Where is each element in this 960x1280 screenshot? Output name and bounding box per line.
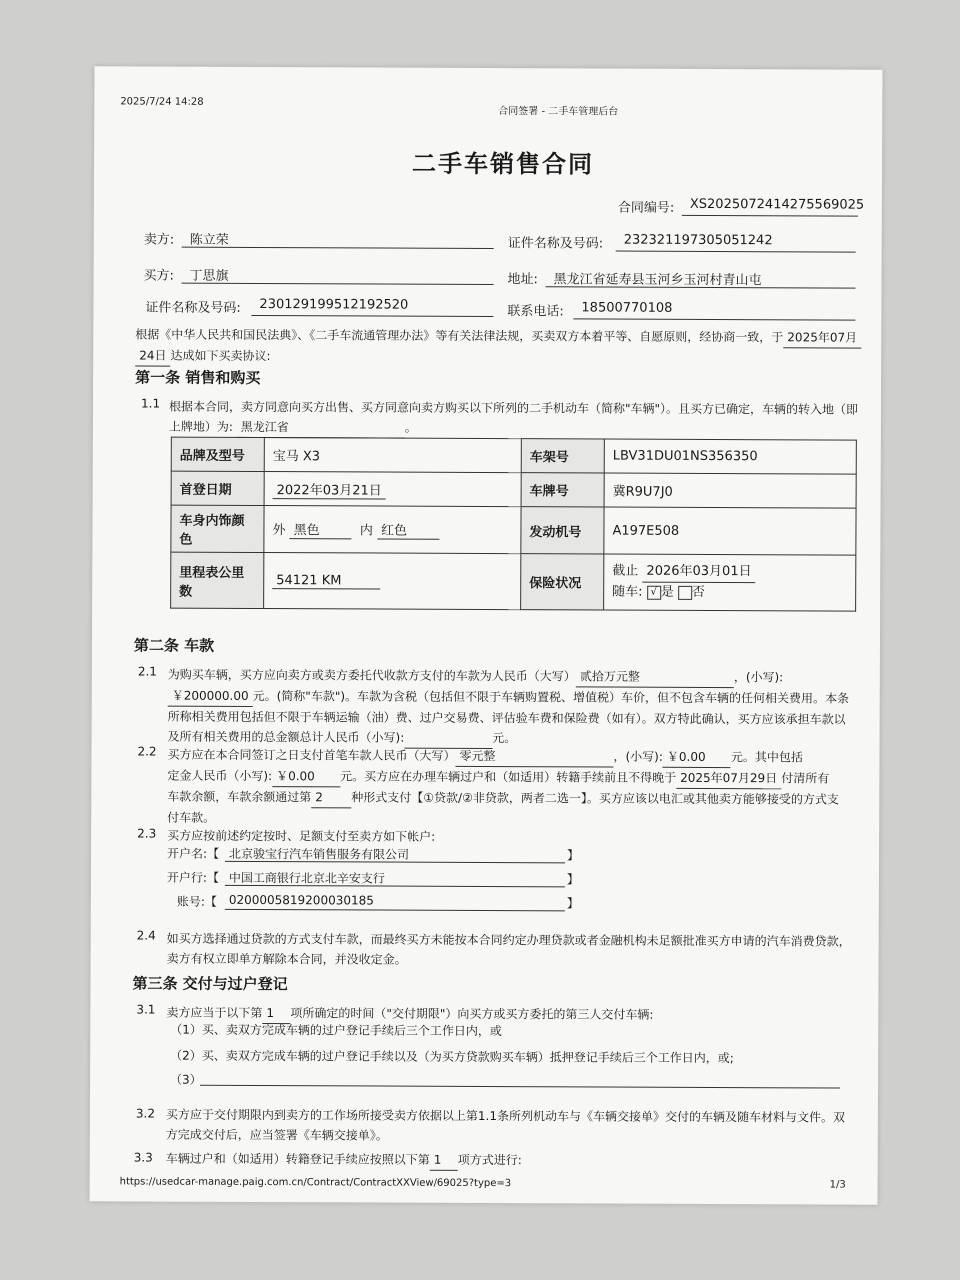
- insurance-yes-checkbox: √: [647, 585, 661, 599]
- account-name-label: 开户名:【: [167, 846, 220, 861]
- phone-label: 联系电话:: [507, 304, 564, 320]
- clause-2-4-text: 如买方选择通过贷款的方式支付车款，而最终买方未能按本合同约定办理贷款或者金融机构未足额批准买方申请的汽车消费贷款， 卖方有权立即单方解除本合同，并没收定金。: [166, 931, 851, 967]
- clause-1-1-text: 根据本合同，卖方同意向买方出售、买方同意向卖方购买以下所列的二手机动车（简称"车辆"）。且买方已确定，车辆的转入地（即 上牌地）为: 黑龙江省 。: [169, 397, 869, 441]
- buyer-label: 买方:: [143, 268, 174, 284]
- section2-title: 第二条 车款: [133, 636, 215, 655]
- clause-3-3-text: 车辆过户和（如适用）转籍登记手续应按照以下第 1 项方式进行:: [166, 1149, 866, 1173]
- bank-label: 开户行:【: [166, 870, 220, 885]
- seller-label: 卖方:: [143, 232, 175, 248]
- account-no-label: 账号:【: [176, 894, 217, 909]
- contract-title: 二手车销售合同: [411, 149, 595, 179]
- section1-title: 第一条 销售和购买: [135, 368, 261, 388]
- print-page-title: 合同签署 - 二手车管理后台: [498, 106, 619, 118]
- bank-name: 中国工商银行北京北辛安支行: [228, 870, 385, 886]
- clause-2-2-text: 买方应在本合同签订之日支付首笔车款人民币（大写） 零元整 ，(小写): ￥0.00 元。其中包括 定金人民币（小写): ￥0.00 元。买方应在办理车辆过户和（如适用）转籍手续前且不得晚于 2025年07月29日 付清所有 车款余额，车款余额通过第 2 种形式支付【①贷款/②非贷款，两者二选一】。买方应该以电汇或其他卖方能够接受的方式支 付车款。: [167, 747, 839, 825]
- delivery-option-1: （1）买、卖双方完成车辆的过户登记手续后三个工作日内，或: [170, 1022, 502, 1039]
- contract-no: XS2025072414275569025: [689, 196, 865, 213]
- clause-2-3-text: 买方应按前述约定按时、足额支付至卖方如下帐户:: [167, 828, 436, 844]
- clause-2-1-text: 为购买车辆，买方应向卖方或卖方委托代收款方支付的车款为人民币（大写） 贰拾万元整 ，(小写): ￥200000.00 元。(简称"车款")。车款为含税（包括但不限于车辆购置税、增值税）车价，但不包含车辆的任何相关费用。本条 所称相关费用包括但不限于车辆运输（油）费、过户交易费、评估验车费和保险费（如有）。双方特此确认，买方应该承担车款以 及所有相关费用的总金额总计人民币（小写): 元。: [168, 665, 868, 751]
- intro-paragraph: 根据《中华人民共和国民法典》、《二手车流通管理办法》等有关法律法规，买卖双方本着平等、自愿原则，经协商一致，于 2025年07月 24日 达成如下买卖协议:: [135, 324, 865, 369]
- bracket-close-3: 】: [566, 896, 579, 911]
- footer-page: 1/3: [829, 1179, 846, 1191]
- contract-paper: [90, 66, 883, 1204]
- print-datetime: 2025/7/24 14:28: [120, 96, 204, 108]
- seller-id: 232321197305051242: [623, 232, 773, 249]
- insurance-no-checkbox: [678, 585, 692, 599]
- clause-2-1-num: 2.1: [137, 664, 157, 679]
- clause-2-2-num: 2.2: [137, 744, 157, 759]
- clause-1-1-num: 1.1: [140, 396, 161, 411]
- clause-2-4-num: 2.4: [136, 928, 156, 943]
- bracket-close-2: 】: [566, 872, 579, 887]
- delivery-option-3: （3）: [170, 1072, 202, 1087]
- account-no: 0200005819200030185: [228, 892, 374, 908]
- buyer-id-label: 证件名称及号码:: [145, 300, 241, 316]
- section3-title: 第三条 交付与过户登记: [132, 974, 288, 994]
- seller-name: 陈立荣: [189, 232, 229, 248]
- seller-id-label: 证件名称及号码:: [507, 236, 604, 252]
- clause-3-2-text: 买方应于交付期限内到卖方的工作场所接受卖方依据以上第1.1条所列机动车与《车辆交接单》交付的车辆及随车材料与文件。双 方完成交付后，应当签署《车辆交接单》。: [165, 1107, 846, 1143]
- delivery-option-2: （2）买、卖双方完成车辆的过户登记手续以及（为买方贷款购买车辆）抵押登记手续后三个工作日内，或;: [170, 1048, 734, 1066]
- clause-3-1-num: 3.1: [136, 1002, 156, 1017]
- buyer-id: 230129199512192520: [259, 297, 409, 313]
- contract-no-label: 合同编号:: [617, 200, 675, 216]
- buyer-name: 丁思旗: [189, 268, 229, 284]
- address: 黑龙江省延寿县玉河乡玉河村青山屯: [553, 272, 762, 289]
- clause-3-3-num: 3.3: [133, 1150, 153, 1165]
- clause-3-1-text: 卖方应当于以下第 1 项所确定的时间（"交付期限"）向买方或买方委托的第三人交付车辆:: [166, 1003, 866, 1027]
- clause-3-2-num: 3.2: [135, 1106, 156, 1121]
- bracket-close-1: 】: [567, 848, 580, 863]
- clause-2-3-num: 2.3: [137, 826, 157, 841]
- phone: 18500770108: [581, 300, 673, 316]
- vehicle-info-table: 品牌及型号 宝马 X3 车架号 LBV31DU01NS356350 首登日期 2022年03月21日 车牌号 冀R9U7J0 车身内饰颜色 外 黑色 内 红色 发动机号 A197E508 里程表公里数 54121 KM 保险状况 截止 2026年03月01日 随车: √ 是 否: [170, 437, 857, 612]
- address-label: 地址:: [507, 272, 538, 288]
- account-name: 北京骏宝行汽车销售服务有限公司: [229, 846, 410, 862]
- footer-url: https://usedcar-manage.paig.com.cn/Contract/ContractXXView/69025?type=3: [119, 1176, 512, 1190]
